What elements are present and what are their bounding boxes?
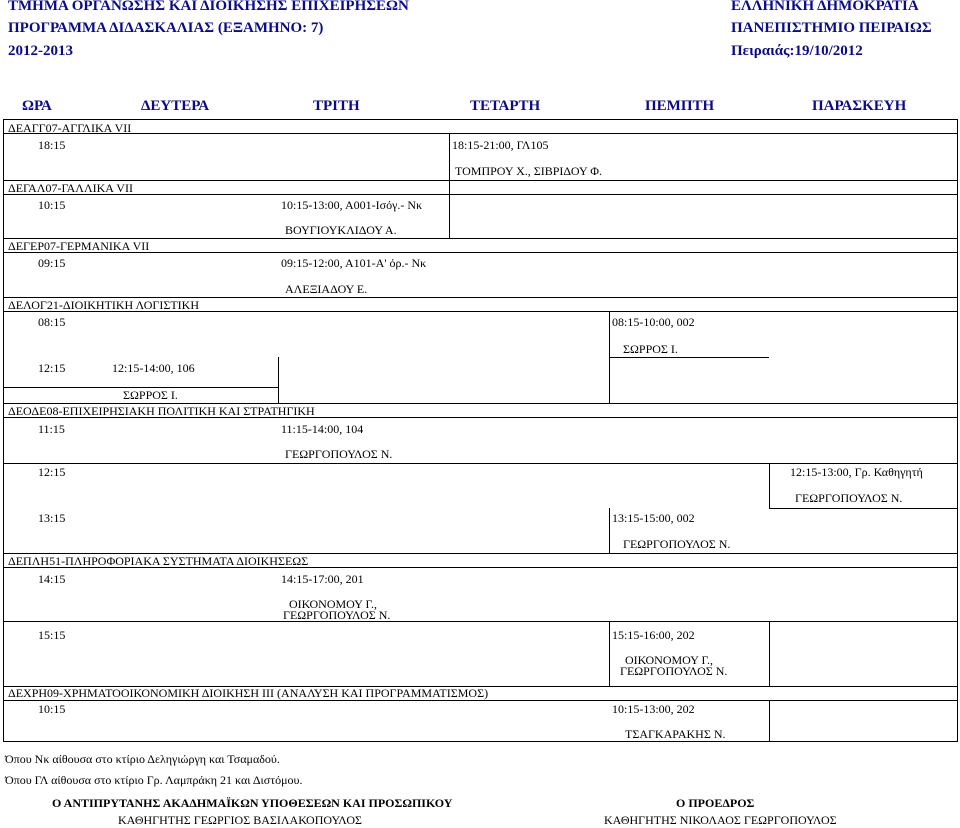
university-name: ΠΑΝΕΠΙΣΤΗΜΙΟ ΠΕΙΡΑΙΩΣ <box>731 20 932 36</box>
professor: ΓΕΩΡΓΟΠΟΥΛΟΣ Ν. <box>623 537 731 551</box>
class-slot: 14:15-17:00, 201 <box>281 572 364 586</box>
time-slot: 14:15 <box>38 572 66 586</box>
professor: ΟΙΚΟΝΟΜΟΥ Γ., <box>625 653 713 667</box>
professor: ΒΟΥΓΙΟΥΚΛΙΔΟΥ Α. <box>285 223 397 237</box>
professor: ΟΙΚΟΝΟΜΟΥ Γ., <box>289 597 377 611</box>
professor: ΓΕΩΡΓΟΠΟΥΛΟΣ Ν. <box>795 491 903 505</box>
time-slot: 11:15 <box>38 422 65 436</box>
professor: ΓΕΩΡΓΟΠΟΥΛΟΣ Ν. <box>285 447 393 461</box>
course-title: ΔΕΓΕΡ07-ΓΕΡΜΑΝΙΚΑ VII <box>8 239 150 253</box>
table-bottom-rule <box>3 741 958 742</box>
table-right-border <box>957 119 958 742</box>
class-slot: 09:15-12:00, Α101-Α' όρ.- Νκ <box>281 256 427 270</box>
note-nk: Όπου Νκ αίθουσα στο κτίριο Δεληγιώργη και Τσαμαδού. <box>5 752 280 766</box>
note-gl: Όπου ΓΛ αίθουσα στο κτίριο Γρ. Λαμπράκη 21 και Διστόμου. <box>5 773 303 787</box>
issue-date: Πειραιάς:19/10/2012 <box>731 43 863 59</box>
cell-border <box>769 463 770 509</box>
row-rule <box>3 133 958 134</box>
chair-title: Ο ΠΡΟΕΔΡΟΣ <box>676 796 755 810</box>
professor: ΣΩΡΡΟΣ Ι. <box>623 342 678 356</box>
professor: ΑΛΕΞΙΑΔΟΥ Ε. <box>285 282 368 296</box>
cell-rule <box>609 357 769 358</box>
class-slot: 10:15-13:00, 202 <box>612 702 695 716</box>
cell-border <box>769 700 770 742</box>
professor: ΓΕΩΡΓΟΠΟΥΛΟΣ Ν. <box>283 608 391 622</box>
course-title: ΔΕΛΟΓ21-ΔΙΟΙΚΗΤΙΚΗ ΛΟΓΙΣΤΙΚΗ <box>8 298 200 312</box>
cell-rule <box>3 463 958 464</box>
column-time: ΩΡΑ <box>22 98 52 114</box>
time-slot: 08:15 <box>38 315 66 329</box>
course-title: ΔΕΧΡΗ09-ΧΡΗΜΑΤΟΟΙΚΟΝΟΜΙΚΗ ΔΙΟΙΚΗΣΗ ΙΙΙ (ΑΝΑΛΥΣΗ ΚΑΙ ΠΡΟΓΡΑΜΜΑΤΙΣΜΟΣ) <box>8 686 489 700</box>
class-slot: 10:15-13:00, Α001-Ισόγ.- Νκ <box>281 198 423 212</box>
column-wednesday: ΤΕΤΑΡΤΗ <box>470 98 541 114</box>
time-slot: 13:15 <box>38 511 66 525</box>
professor: ΤΣΑΓΚΑΡΑΚΗΣ Ν. <box>625 727 726 741</box>
table-left-border <box>3 119 4 742</box>
time-slot: 18:15 <box>38 138 66 152</box>
time-slot: 09:15 <box>38 256 66 270</box>
row-rule <box>3 194 958 195</box>
cell-border <box>278 357 279 404</box>
time-slot: 12:15 <box>38 465 66 479</box>
schedule-title: ΠΡΟΓΡΑΜΜΑ ΔΙΔΑΣΚΑΛΙΑΣ (ΕΞΑΜΗΝΟ: 7) <box>8 20 324 36</box>
republic-title: ΕΛΛΗΝΙΚΗ ΔΗΜΟΚΡΑΤΙΑ <box>731 0 919 14</box>
time-slot: 12:15 <box>38 361 66 375</box>
cell-border <box>769 621 770 687</box>
professor: ΓΕΩΡΓΟΠΟΥΛΟΣ Ν. <box>620 664 728 678</box>
time-slot: 10:15 <box>38 702 66 716</box>
cell-border <box>609 508 610 554</box>
class-slot: 08:15-10:00, 002 <box>612 315 695 329</box>
department-title: ΤΜΗΜΑ ΟΡΓΑΝΩΣΗΣ ΚΑΙ ΔΙΟΙΚΗΣΗΣ ΕΠΙΧΕΙΡΗΣΕΩΝ <box>8 0 409 14</box>
class-slot: 12:15-13:00, Γρ. Καθηγητή <box>790 465 923 479</box>
cell-rule <box>769 508 957 509</box>
column-friday: ΠΑΡΑΣΚΕΥΗ <box>812 98 907 114</box>
professor: ΤΟΜΠΡΟΥ Χ., ΣΙΒΡΙΔΟΥ Φ. <box>455 164 602 178</box>
class-slot: 11:15-14:00, 104 <box>281 422 364 436</box>
cell-border <box>609 621 610 687</box>
time-slot: 15:15 <box>38 628 66 642</box>
header-rule <box>3 119 958 120</box>
cell-border <box>449 133 450 239</box>
chair-name: ΚΑΘΗΓΗΤΗΣ ΝΙΚΟΛΑΟΣ ΓΕΩΡΓΟΠΟΥΛΟΣ <box>604 813 837 827</box>
column-monday: ΔΕΥΤΕΡΑ <box>141 98 210 114</box>
time-slot: 10:15 <box>38 198 66 212</box>
course-title: ΔΕΓΑΛ07-ΓΑΛΛΙΚΑ VII <box>8 181 133 195</box>
professor: ΣΩΡΡΟΣ Ι. <box>123 388 178 402</box>
class-slot: 13:15-15:00, 002 <box>612 511 695 525</box>
course-title: ΔΕΑΓΓ07-ΑΓΓΛΙΚΑ VII <box>8 121 132 135</box>
column-thursday: ΠΕΜΠΤΗ <box>645 98 715 114</box>
column-tuesday: ΤΡΙΤΗ <box>313 98 360 114</box>
cell-rule <box>3 621 958 622</box>
vice-rector-name: ΚΑΘΗΓΗΤΗΣ ΓΕΩΡΓΙΟΣ ΒΑΣΙΛΑΚΟΠΟΥΛΟΣ <box>118 813 363 827</box>
academic-year: 2012-2013 <box>8 43 73 59</box>
course-title: ΔΕΠΛΗ51-ΠΛΗΡΟΦΟΡΙΑΚΑ ΣΥΣΤΗΜΑΤΑ ΔΙΟΙΚΗΣΕΩΣ <box>8 554 309 568</box>
vice-rector-title: Ο ΑΝΤΙΠΡΥΤΑΝΗΣ ΑΚΑΔΗΜΑΪΚΩΝ ΥΠΟΘΕΣΕΩΝ ΚΑΙ ΠΡΟΣΩΠΙΚΟΥ <box>52 796 453 810</box>
cell-rule <box>449 180 609 181</box>
class-slot: 18:15-21:00, ΓΛ105 <box>452 138 549 152</box>
cell-border <box>609 311 610 404</box>
class-slot: 15:15-16:00, 202 <box>612 628 695 642</box>
course-title: ΔΕΟΔΕ08-ΕΠΙΧΕΙΡΗΣΙΑΚΗ ΠΟΛΙΤΙΚΗ ΚΑΙ ΣΤΡΑΤΗΓΙΚΗ <box>8 404 315 418</box>
class-slot: 12:15-14:00, 106 <box>112 361 195 375</box>
